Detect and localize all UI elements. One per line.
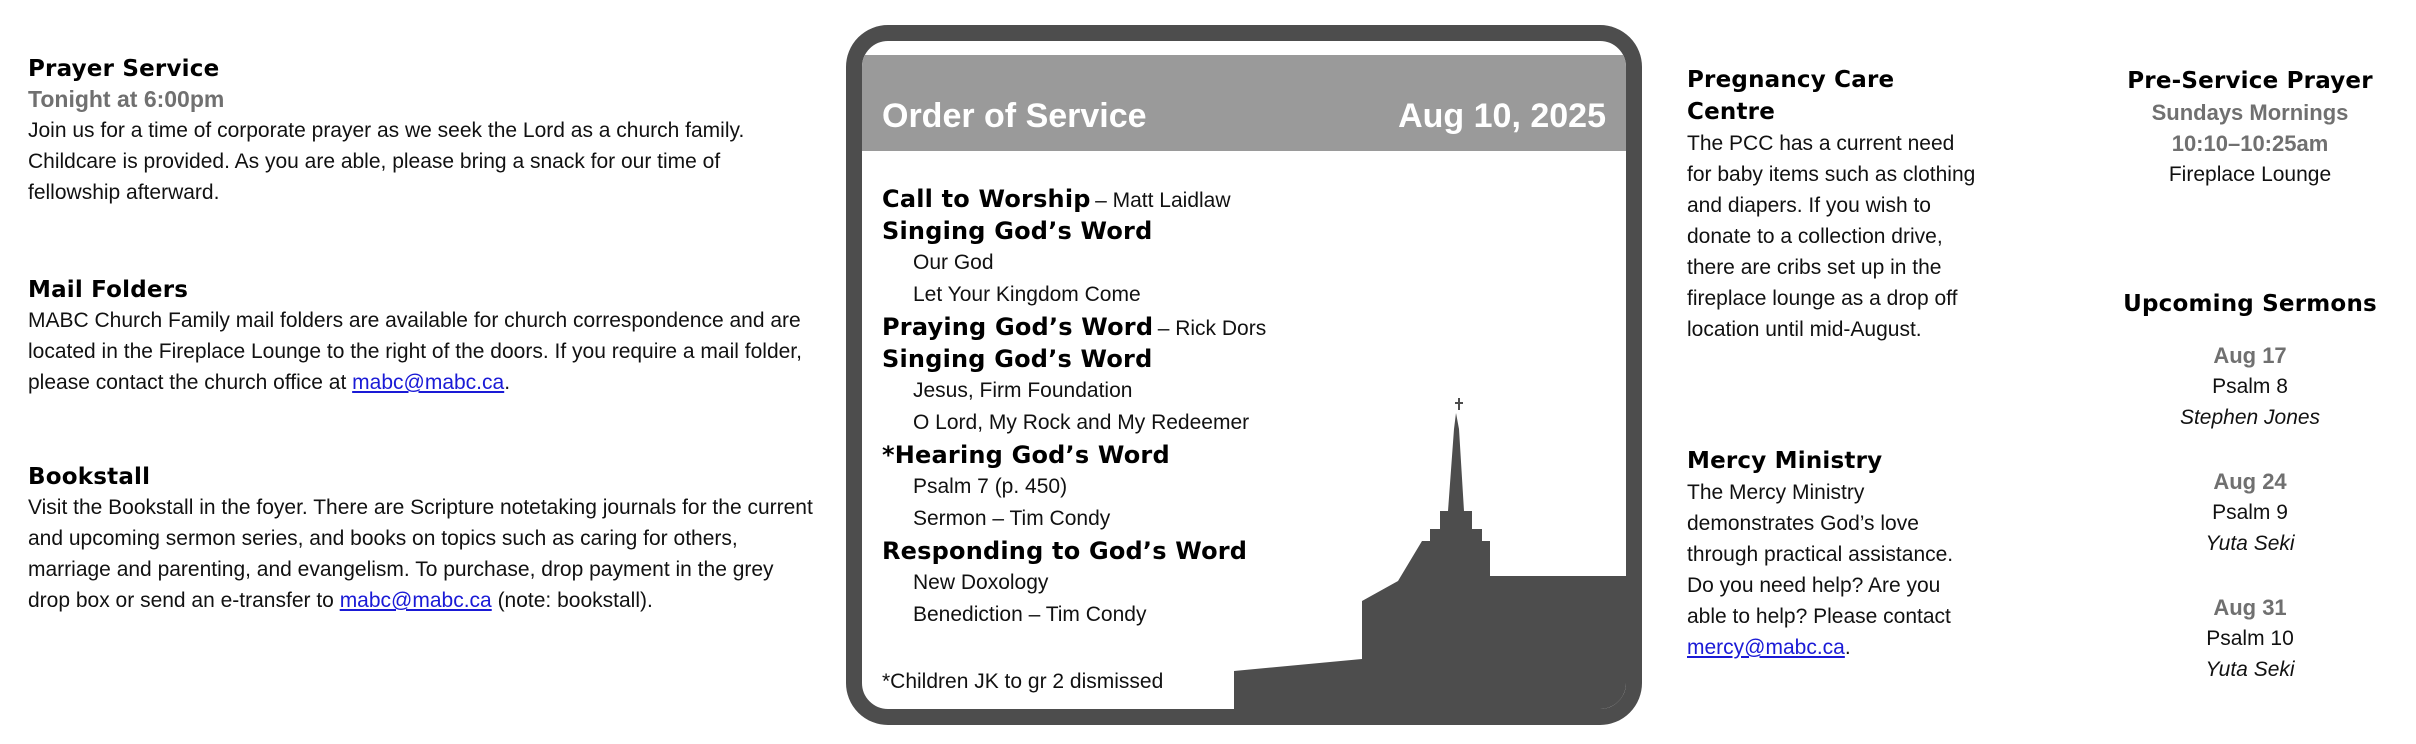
sermon-entry xyxy=(2100,340,2400,433)
mercy-ministry-body xyxy=(1687,477,1977,663)
responding-item: New Doxology xyxy=(913,571,1049,594)
mail-folders-text-end: . xyxy=(504,371,511,394)
song-item: O Lord, My Rock and My Redeemer xyxy=(913,411,1250,434)
sermon-date: Aug 31 xyxy=(2213,595,2287,620)
order-of-service-date: Aug 10, 2025 xyxy=(1398,97,1606,135)
praying-heading: Praying God’s Word xyxy=(882,313,1154,341)
pregnancy-care-section xyxy=(1687,64,1977,345)
bookstall-section xyxy=(28,462,818,616)
call-to-worship-row xyxy=(882,183,1522,215)
hearing-heading: *Hearing God’s Word xyxy=(882,441,1170,469)
bookstall-title: Bookstall xyxy=(28,464,151,490)
mail-folders-section xyxy=(28,275,818,398)
prayer-service-section xyxy=(28,54,818,208)
order-of-service-title: Order of Service xyxy=(882,97,1147,135)
pregnancy-care-body: The PCC has a current need for baby items such as clothing and diapers. If you wish to donate to a collection drive, there are cribs set up in the fireplace lounge as a drop off location until mid-August. xyxy=(1687,132,1976,341)
bookstall-text: Visit the Bookstall in the foyer. There are Scripture notetaking journals for the current and upcoming sermon series, and books on topics such as caring for others, marriage and parenting, and evangelism. To purchase, drop payment in the grey drop box or send an e-transfer to xyxy=(28,496,813,612)
prayer-service-time: Tonight at 6:00pm xyxy=(28,86,225,112)
upcoming-sermons-section xyxy=(2100,288,2400,685)
mail-folders-email-link[interactable]: mabc@mabc.ca xyxy=(352,371,505,394)
praying-row xyxy=(882,311,1522,343)
singing-heading-2: Singing God’s Word xyxy=(882,345,1153,373)
prayer-service-title: Prayer Service xyxy=(28,56,220,82)
sermon-speaker: Yuta Seki xyxy=(2205,658,2295,681)
sermon-passage: Psalm 10 xyxy=(2206,627,2294,650)
sermon-date: Aug 17 xyxy=(2213,343,2287,368)
call-to-worship-leader: – Matt Laidlaw xyxy=(1095,189,1231,212)
sermon-date: Aug 24 xyxy=(2213,469,2287,494)
pre-service-prayer-section xyxy=(2100,65,2400,190)
mercy-ministry-section xyxy=(1687,445,1977,663)
scripture-reading: Psalm 7 (p. 450) xyxy=(913,475,1068,498)
upcoming-sermons-title: Upcoming Sermons xyxy=(2123,291,2377,317)
responding-heading: Responding to God’s Word xyxy=(882,537,1248,565)
bookstall-body xyxy=(28,492,818,616)
sermon-speaker: Yuta Seki xyxy=(2205,532,2295,555)
sermon-passage: Psalm 9 xyxy=(2212,501,2288,524)
mercy-ministry-text: The Mercy Ministry demonstrates God’s love through practical assistance. Do you need help? Are you able to help? Please contact xyxy=(1687,481,1954,628)
mail-folders-body xyxy=(28,305,818,398)
song-item: Let Your Kingdom Come xyxy=(913,283,1141,306)
pregnancy-care-title-line2: Centre xyxy=(1687,99,1775,125)
sermon-item: Sermon – Tim Condy xyxy=(913,507,1111,530)
singing-heading-1: Singing God’s Word xyxy=(882,217,1153,245)
order-of-service-card xyxy=(846,25,1642,725)
sermon-entry xyxy=(2100,592,2400,685)
mercy-ministry-text-end: . xyxy=(1844,636,1851,659)
bookstall-email-link[interactable]: mabc@mabc.ca xyxy=(339,589,492,612)
mail-folders-title: Mail Folders xyxy=(28,277,189,303)
pre-service-prayer-location: Fireplace Lounge xyxy=(2168,163,2332,186)
pre-service-prayer-title: Pre-Service Prayer xyxy=(2127,68,2373,94)
mercy-email-link[interactable]: mercy@mabc.ca xyxy=(1687,636,1845,659)
pre-service-prayer-when: Sundays Mornings xyxy=(2151,100,2349,125)
praying-leader: – Rick Dors xyxy=(1157,317,1267,340)
mail-folders-text: MABC Church Family mail folders are available for church correspondence and are located in the Fireplace Lounge to the right of the doors. If you require a mail folder, please contact the church office at xyxy=(28,309,802,394)
responding-item: Benediction – Tim Condy xyxy=(913,603,1147,626)
sermon-passage: Psalm 8 xyxy=(2212,375,2288,398)
call-to-worship-heading: Call to Worship xyxy=(882,185,1091,213)
prayer-service-body: Join us for a time of corporate prayer as we seek the Lord as a church family. Childcare is provided. As you are able, please bring a snack for our time of fellowship afterward. xyxy=(28,119,745,204)
sermon-speaker: Stephen Jones xyxy=(2179,406,2321,429)
service-order-list xyxy=(882,183,1522,631)
mercy-ministry-title: Mercy Ministry xyxy=(1687,448,1883,474)
children-dismissed-note: *Children JK to gr 2 dismissed xyxy=(882,670,1164,693)
sermon-entry xyxy=(2100,466,2400,559)
bookstall-text-end: (note: bookstall). xyxy=(491,589,653,612)
pre-service-prayer-time: 10:10–10:25am xyxy=(2171,131,2329,156)
song-item: Our God xyxy=(913,251,994,274)
song-item: Jesus, Firm Foundation xyxy=(913,379,1133,402)
pregnancy-care-title-line1: Pregnancy Care xyxy=(1687,67,1895,93)
